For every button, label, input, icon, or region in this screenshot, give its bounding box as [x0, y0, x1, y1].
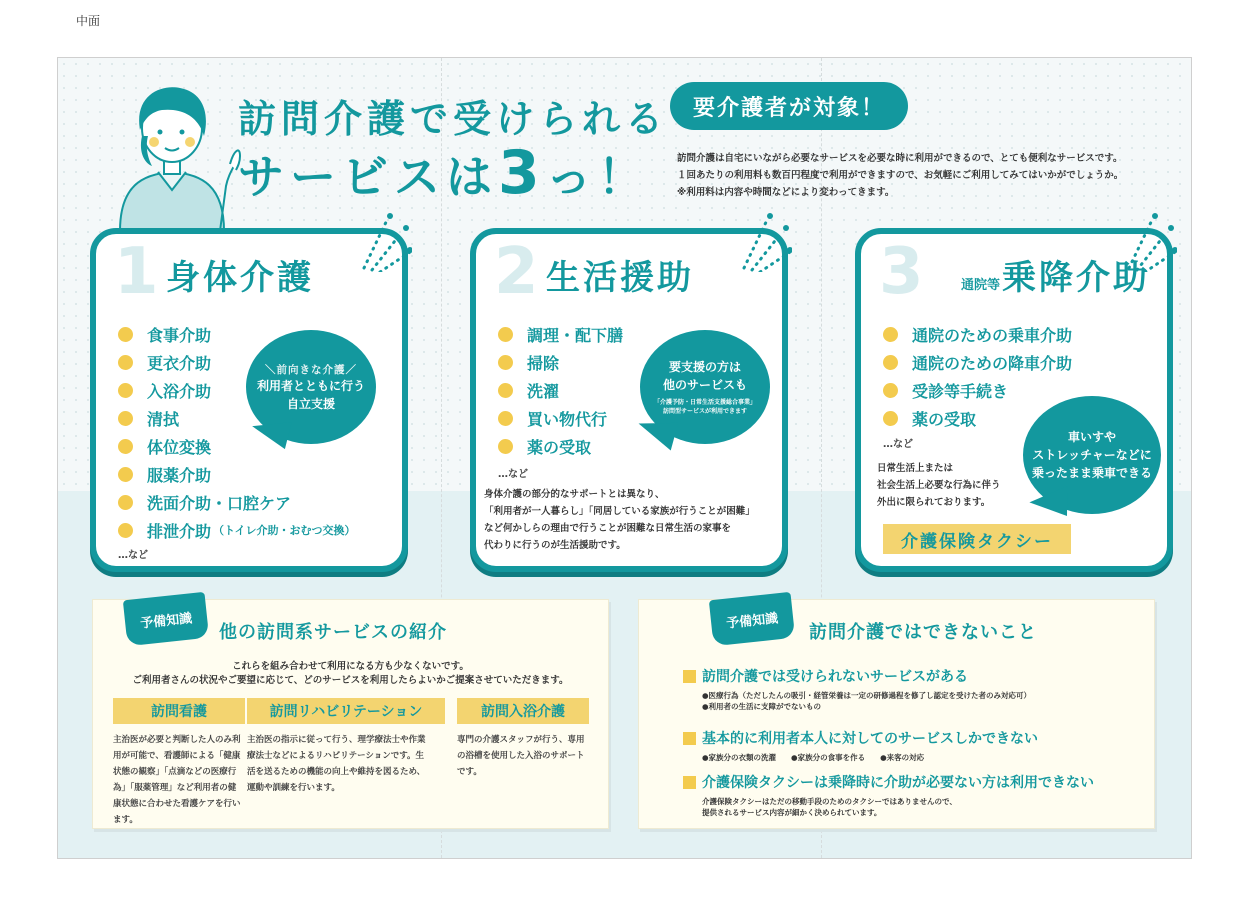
service-card-transport: [855, 228, 1173, 572]
list-item: 買い物代行: [498, 404, 623, 432]
taxi-label: 介護保険タクシー: [883, 524, 1071, 554]
speech-bubble: 要支援の方は 他のサービスも 「介護予防・日常生活支援総合事業」 訪問型サービスが利用できます: [640, 330, 770, 444]
list-item: 更衣介助: [118, 348, 355, 376]
list-item: 洗面介助・口腔ケア: [118, 488, 355, 516]
list-item: 清拭: [118, 404, 355, 432]
speech-bubble: ＼前向きな介護／ 利用者とともに行う 自立支援: [246, 330, 376, 444]
main-title-line2: サービスは3っ！: [238, 138, 650, 208]
service-card-daily-support: [470, 228, 788, 572]
card-title: 生活援助: [546, 258, 694, 298]
cannot-item: 基本的に利用者本人に対してのサービスしかできない ●家族分の衣類の洗濯 ●家族分の食事を作る ●来客の対応: [683, 728, 1038, 763]
knowledge-badge: 予備知識: [123, 592, 209, 646]
list-item: 調理・配下膳: [498, 320, 623, 348]
cannot-item: 介護保険タクシーは乗降時に介助が必要ない方は利用できない 介護保険タクシーはただの移動手段のためのタクシーではありませんので、 提供されるサービス内容が細かく決められています。: [683, 772, 1094, 818]
intro-text: 訪問介護は自宅にいながら必要なサービスを必要な時に利用ができるので、とても便利なサービスです。 １回あたりの利用料も数百円程度で利用ができますので、お気軽にご利用してみてはいかがでしょうか。 ※利用料は内容や時間などにより変わってきます。: [677, 153, 1124, 198]
list-item: 通院のための乗車介助: [883, 320, 1072, 348]
cannot-item: 訪問介護では受けられないサービスがある ●医療行為（ただしたんの吸引・経管栄養は一定の研修過程を修了し認定を受けた者のみ対応可） ●利用者の生活に支障がでないもの: [683, 666, 1031, 712]
list-item: 薬の受取: [498, 432, 623, 460]
list-item: 体位変換: [118, 432, 355, 460]
service-label: 訪問入浴介護: [457, 698, 589, 724]
panel-title: 他の訪問系サービスの紹介: [219, 622, 447, 643]
card-title: 通院等乗降介助: [961, 258, 1151, 298]
brochure-spread: [57, 57, 1192, 859]
sparkle-icon: [1125, 212, 1177, 272]
list-item: 服薬介助: [118, 460, 355, 488]
service-label: 訪問リハビリテーション: [247, 698, 445, 724]
list-item: 入浴介助: [118, 376, 355, 404]
panel-title: 訪問介護ではできないこと: [809, 622, 1037, 643]
other-services-panel: [92, 599, 609, 829]
card-number: 3: [879, 235, 924, 309]
more-note: …など: [498, 469, 528, 480]
card-description: 日常生活上または 社会生活上必要な行為に伴う 外出に限られております。: [877, 463, 1001, 508]
service-description: 専門の介護スタッフが行う、専用 の浴槽を使用した入浴のサポート です。: [457, 735, 585, 777]
card-title: 身体介護: [166, 258, 314, 298]
card-number: 2: [494, 235, 539, 309]
sparkle-icon: [360, 212, 412, 272]
more-note: …など: [883, 439, 913, 450]
service-description: 主治医の指示に従って行う、理学療法士や作業 療法士などによるリハビリテーションです。生 活を送るための機能の向上や維持を図るため、 運動や訓練を行います。: [247, 735, 426, 793]
sparkle-icon: [740, 212, 792, 272]
list-item: 掃除: [498, 348, 623, 376]
service-home-nursing: [113, 698, 245, 828]
main-title-line1: 訪問介護で受けられる: [238, 97, 669, 141]
service-item-list: [498, 320, 623, 460]
card-description: 身体介護の部分的なサポートとは異なり、 「利用者が一人暮らし」「同居している家族が行うことが困難」 など何かしらの理由で行うことが困難な日常生活の家事を 代わりに行うのが生活援助です。: [484, 489, 755, 551]
page-label: 中面: [76, 14, 101, 28]
service-card-body-care: [90, 228, 408, 572]
list-item: 薬の受取: [883, 404, 1072, 432]
list-item: 食事介助: [118, 320, 355, 348]
service-description: 主治医が必要と判断した人のみ利 用が可能で、看護師による「健康 状態の観察」「点滴などの医療行 為」「服薬管理」など利用者の健 康状態に合わせた看護ケアを行い ます。: [113, 735, 241, 825]
list-item: 排泄介助 （トイレ介助・おむつ交換）: [118, 516, 355, 544]
service-home-rehab: [247, 698, 445, 796]
list-item: 通院のための降車介助: [883, 348, 1072, 376]
cannot-do-panel: [638, 599, 1155, 829]
card-number: 1: [114, 235, 159, 309]
service-label: 訪問看護: [113, 698, 245, 724]
more-note: …など: [118, 550, 148, 561]
panel-intro: これらを組み合わせて利用になる方も少なくないです。 ご利用者さんの状況やご要望に応じて、どのサービスを利用したらよいかご提案させていただきます。: [132, 661, 569, 686]
list-item: 受診等手続き: [883, 376, 1072, 404]
list-item: 洗濯: [498, 376, 623, 404]
woman-illustration-icon: [102, 66, 242, 231]
speech-bubble: 車いすや ストレッチャーなどに 乗ったまま乗車できる: [1023, 396, 1161, 514]
service-home-bathing: [457, 698, 589, 780]
target-badge: 要介護者が対象！: [670, 82, 908, 130]
knowledge-badge: 予備知識: [709, 592, 795, 646]
